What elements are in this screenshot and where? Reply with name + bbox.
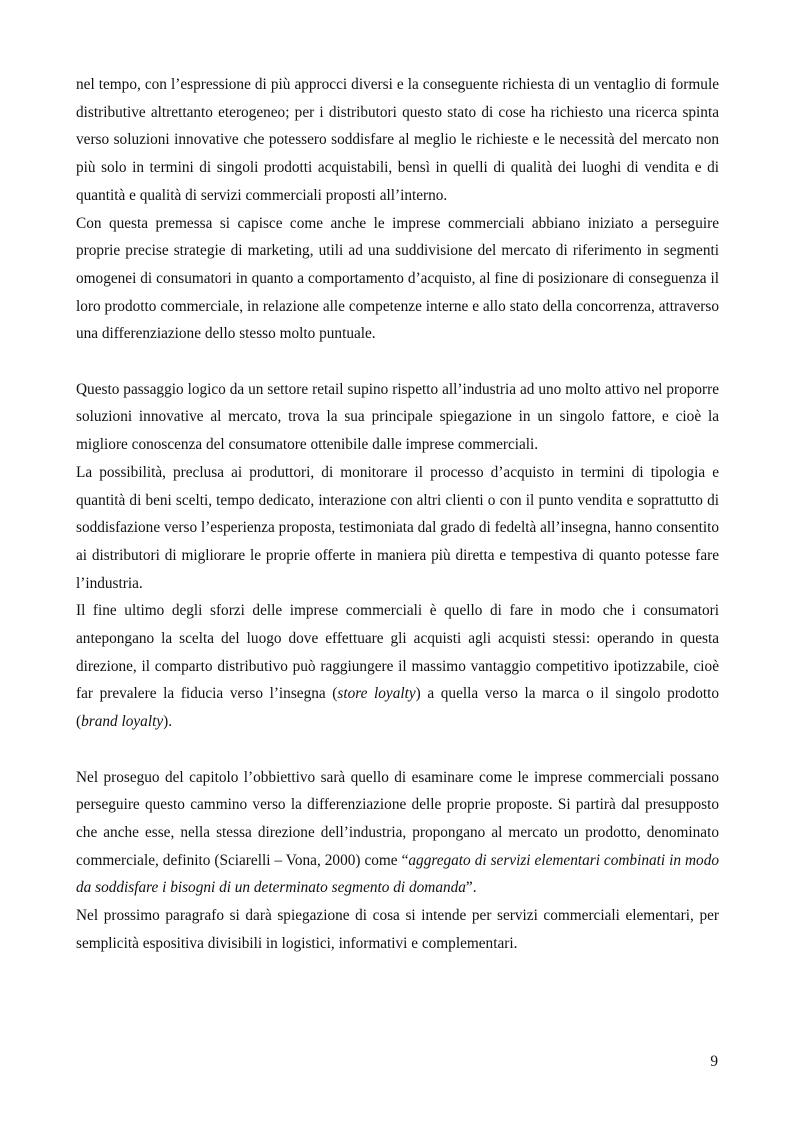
text-run: Nel proseguo del capitolo l’obbiettivo sarà quello di esaminare come le imprese commerciali possano perseguire questo cammino verso la differenziazione delle proprie proposte. Si partirà dal presupposto che anche esse, nella stessa direzione dell’industria, propongano al mercato un prodotto, denominato commerciale, definito (Sciarelli – Vona, 2000) come “ <box>76 768 719 869</box>
text-run: ) a quella verso la marca o il singolo prodotto ( <box>76 685 720 731</box>
paragraph: nel tempo, con l’espressione di più approcci diversi e la conseguente richiesta di un ventaglio di formule distributive altrettanto eterogeneo; per i distributori questo stato di cose ha richiesto una ricerca spinta verso soluzioni innovative che potessero soddisfare al meglio le richieste e le necessità del mercato non più solo in termini di singoli prodotti acquistabili, bensì in quelli di qualità dei luoghi di vendita e di quantità e qualità di servizi commerciali proposti all’interno. <box>76 76 719 204</box>
text-run: ”. <box>465 879 477 897</box>
italic-term-store-loyalty: store loyalty <box>337 685 416 703</box>
paragraph-gap <box>76 348 719 376</box>
paragraph-gap <box>76 736 719 764</box>
text-run: Il fine ultimo degli sforzi delle imprese commerciali è quello di fare in modo che i consumatori antepongano la scelta del luogo dove effettuare gli acquisti agli acquisti stessi: operando in questa direzione, il comparto distributivo può raggiungere il massimo vantaggio competitivo ipotizzabile, cioè far prevalere la fiducia verso l’insegna ( <box>76 602 719 703</box>
document-body <box>76 71 719 957</box>
paragraph <box>76 597 719 736</box>
italic-quotation: aggregato di servizi elementari combinati in modo da soddisfare i bisogni di un determinato segmento di domanda <box>76 851 719 897</box>
paragraph: La possibilità, preclusa ai produttori, di monitorare il processo d’acquisto in termini di tipologia e quantità di beni scelti, tempo dedicato, interazione con altri clienti o con il punto vendita e soprattutto di soddisfazione verso l’esperienza proposta, testimoniata dal grado di fedeltà all’insegna, hanno consentito ai distributori di migliorare le proprie offerte in maniera più diretta e tempestiva di quanto potesse fare l’industria. <box>76 463 719 592</box>
text-run: ). <box>163 713 173 731</box>
paragraph <box>76 764 719 903</box>
paragraph: Con questa premessa si capisce come anche le imprese commerciali abbiano iniziato a perseguire proprie precise strategie di marketing, utili ad una suddivisione del mercato di riferimento in segmenti omogenei di consumatori in quanto a comportamento d’acquisto, al fine di posizionare di conseguenza il loro prodotto commerciale, in relazione alle competenze interne e allo stato della concorrenza, attraverso una differenziazione dello stesso molto puntuale. <box>76 214 719 343</box>
paragraph: Questo passaggio logico da un settore retail supino rispetto all’industria ad uno molto attivo nel proporre soluzioni innovative al mercato, trova la sua principale spiegazione in un singolo fattore, e cioè la migliore conoscenza del consumatore ottenibile dalle imprese commerciali. <box>76 380 719 454</box>
paragraph: Nel prossimo paragrafo si darà spiegazione di cosa si intende per servizi commerciali elementari, per semplicità espositiva divisibili in logistici, informativi e complementari. <box>76 907 719 952</box>
italic-term-brand-loyalty: brand loyalty <box>81 713 164 731</box>
page-number: 9 <box>710 1053 718 1070</box>
